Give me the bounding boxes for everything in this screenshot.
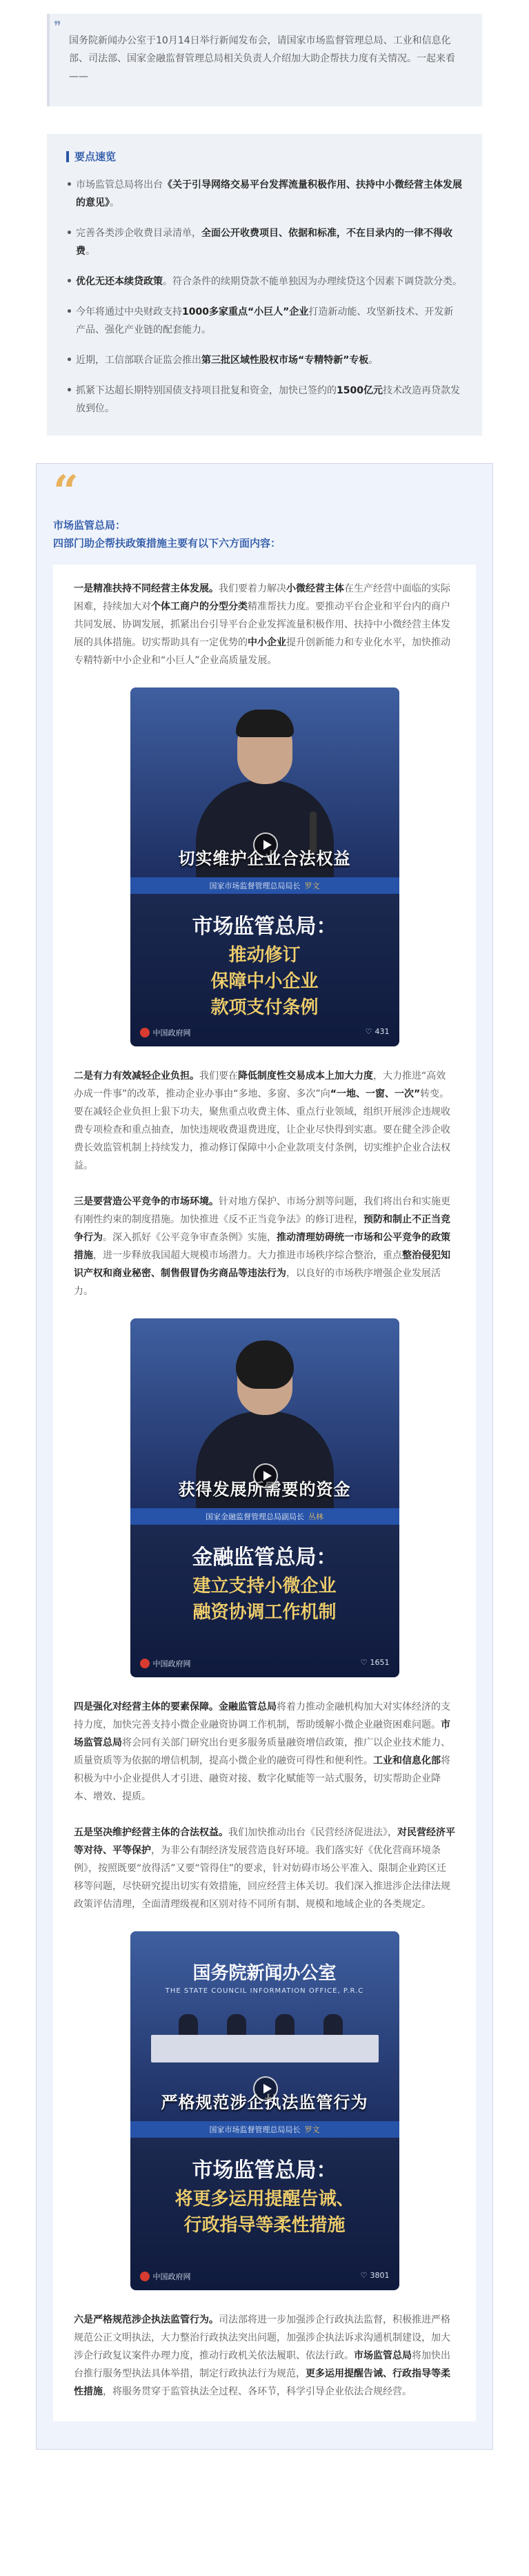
- bullet-icon: •: [66, 179, 72, 191]
- video-caption: 获得发展所需要的资金: [178, 1480, 351, 1499]
- video-footer: 中国政府网 ♡ 3801: [140, 2271, 390, 2282]
- video-footer: 中国政府网 ♡ 1651: [140, 1658, 390, 1669]
- video-title: 市场监管总局： 将更多运用提醒告诫、 行政指导等柔性措施: [174, 2158, 355, 2236]
- key-points: [47, 134, 482, 436]
- quote-open-icon: “: [53, 466, 79, 518]
- paragraph-2: 二是有力有效减轻企业负担。我们要在降低制度性交易成本上加大力度，大力推进“高效办成一件事”的改革，推动企业办事由“多地、多窗、多次”向“一地、一窗、一次”转变。要在减轻企业负担上狠下功夫，聚焦重点收费主体、重点行业领域，组织开展涉企违规收费专项检查和重点抽查，加快违规收费退费进度，让企业尽快得到实惠。要在健全涉企收费长效监管机制上持续发力，推动修订保障中小企业款项支付条例，切实维护企业合法权益。: [74, 1071, 450, 1171]
- like-count[interactable]: ♡ 3801: [360, 2271, 390, 2280]
- paragraph-5: 五是坚决维护经营主体的合法权益。我们加快推动出台《民营经济促进法》，对民营经济平等对待、平等保护，为非公有制经济发展营造良好环境。我们落实好《优化营商环境条例》，按照既要“放得活”又要“管得住”的要求，针对妨碍市场公平准入、限制企业跨区迁移等问题，尽快研究提出切实有效措施，回应经营主体关切。我们深入推进涉企法律法规政策评估清理，全面清理级视和区别对待不同所有制、规模和地域企业的各类规定。: [74, 1827, 455, 1910]
- heart-icon: ♡: [360, 1658, 368, 1667]
- key-point-item: • 近期，工信部联合证监会推出第三批区域性股权市场“专精特新”专板。: [66, 351, 463, 369]
- source-logo-icon: [140, 1659, 150, 1668]
- bullet-icon: •: [66, 385, 72, 396]
- speaker-bar: 国家市场监督管理总局局长 罗文: [130, 2121, 399, 2138]
- key-point-item: • 今年将通过中央财政支持1000多家重点“小巨人”企业打造新动能、攻坚新技术、开发新产品、强化产业链的配套能力。: [66, 303, 463, 339]
- main-card: [36, 463, 493, 2450]
- office-banner: 国务院新闻办公室 THE STATE COUNCIL INFORMATION OFFICE, P.R.C: [165, 1963, 364, 1995]
- key-point-item: • 优化无还本续贷政策。符合条件的续期贷款不能单独因为办理续贷这个因素下调贷款分类。: [66, 273, 463, 291]
- video-frame: [130, 1318, 399, 1508]
- key-points-title: 要点速览: [66, 149, 463, 164]
- press-desk: [151, 2035, 379, 2062]
- bullet-icon: •: [66, 276, 72, 287]
- play-icon[interactable]: [253, 2076, 278, 2101]
- like-count[interactable]: ♡ 1651: [360, 1658, 390, 1667]
- paragraph-6: 六是严格规范涉企执法监管行为。司法部将进一步加强涉企行政执法监督，积极推进严格规范公正文明执法，大力整治行政执法突出问题，加强涉企执法诉求沟通机制建设，加大涉企行政复议案件办理力度，推动行政机关依法履职、依法行政。市场监管总局将加快出台推行服务型执法具体举措，制定行政执法行为规范，更多运用提醒告诫、行政指导等柔性措施，将服务贯穿于监管执法全过程、各环节，科学引导企业依法合规经营。: [74, 2314, 450, 2397]
- quote-icon: ❞: [54, 18, 61, 35]
- bullet-icon: •: [66, 228, 72, 239]
- heart-icon: ♡: [365, 1027, 372, 1036]
- video-card-3[interactable]: [130, 1931, 399, 2290]
- title-bar-icon: [66, 151, 69, 162]
- paragraph-4: 四是强化对经营主体的要素保障。金融监管总局将着力推动金融机构加大对实体经济的支持力度，加快完善支持小微企业融资协调工作机制，帮助缓解小微企业融资困难问题。市场监管总局将会同有关部门研究出台更多服务质量融资增信政策，推广以企业技术能力、质量资质等为依据的增信机制，提高小微企业的融资可得性和便利性。工业和信息化部将积极为中小企业提供人才引进、融资对接、数字化赋能等一站式服务，切实帮助企业降本、增效、提质。: [74, 1701, 450, 1802]
- main-heading: 市场监管总局： 四部门助企帮扶政策措施主要有以下六方面内容：: [53, 519, 281, 549]
- video-title: 金融监管总局： 建立支持小微企业 融资协调工作机制: [192, 1545, 337, 1623]
- source-logo-icon: [140, 2272, 150, 2281]
- intro-text: 国务院新闻办公室于10月14日举行新闻发布会，请国家市场监督管理总局、工业和信息化部、司法部、国家金融监督管理总局相关负责人介绍加大助企帮扶力度有关情况。一起来看——: [69, 35, 455, 82]
- like-count[interactable]: ♡ 431: [365, 1027, 390, 1036]
- video-card-1[interactable]: [130, 687, 399, 1046]
- bullet-icon: •: [66, 306, 72, 318]
- play-icon[interactable]: [253, 832, 278, 857]
- paragraph-1: 一是精准扶持不同经营主体发展。我们要着力解决小微经营主体在生产经营中面临的实际困难，持续加大对个体工商户的分型分类精准帮扶力度。要推动平台企业和平台内的商户共同发展、协调发展，抓紧出台引导平台企业发挥流量积极作用、扶持中小微经营主体发展的具体措施。切实帮助具有一定优势的中小企业提升创新能力和专业化水平，加快推动专精特新中小企业和“小巨人”企业高质量发展。: [74, 583, 450, 666]
- bullet-icon: •: [66, 355, 72, 366]
- video-footer: 中国政府网 ♡ 431: [140, 1027, 390, 1038]
- heart-icon: ♡: [360, 2271, 368, 2280]
- video-title: 市场监管总局： 推动修订 保障中小企业 款项支付条例: [192, 915, 337, 1018]
- video-caption: 严格规范涉企执法监管行为: [161, 2093, 368, 2112]
- key-point-item: • 抓紧下达超长期特别国债支持项目批复和资金，加快已签约的1500亿元技术改造再贷款发放到位。: [66, 382, 463, 418]
- content-panel: [53, 565, 476, 2421]
- key-point-item: • 市场监管总局将出台《关于引导网络交易平台发挥流量积极作用、扶持中小微经营主体发展的意见》。: [66, 176, 463, 212]
- video-card-2[interactable]: [130, 1318, 399, 1677]
- video-caption: 切实维护企业合法权益: [178, 849, 351, 868]
- paragraph-3: 三是要营造公平竞争的市场环境。针对地方保护、市场分割等问题，我们将出台和实施更有刚性约束的制度措施。加快推进《反不正当竞争法》的修订进程，预防和制止不正当竞争行为。深入抓好《公平竞争审查条例》实施，推动清理妨碍统一市场和公平竞争的政策措施，进一步释放我国超大规模市场潜力。大力推进市场秩序综合整治，重点整治侵犯知识产权和商业秘密、制售假冒伪劣商品等违法行为，以良好的市场秩序增强企业发展活力。: [74, 1196, 450, 1297]
- video-frame: [130, 1931, 399, 2121]
- play-icon[interactable]: [253, 1463, 278, 1488]
- intro-block: [47, 14, 482, 106]
- key-point-item: • 完善各类涉企收费目录清单，全面公开收费项目、依据和标准，不在目录内的一律不得收费。: [66, 224, 463, 260]
- video-frame: [130, 687, 399, 877]
- source-logo-icon: [140, 1028, 150, 1037]
- speaker-bar: 国家金融监督管理总局副局长 丛林: [130, 1508, 399, 1525]
- speaker-bar: 国家市场监督管理总局局长 罗文: [130, 877, 399, 894]
